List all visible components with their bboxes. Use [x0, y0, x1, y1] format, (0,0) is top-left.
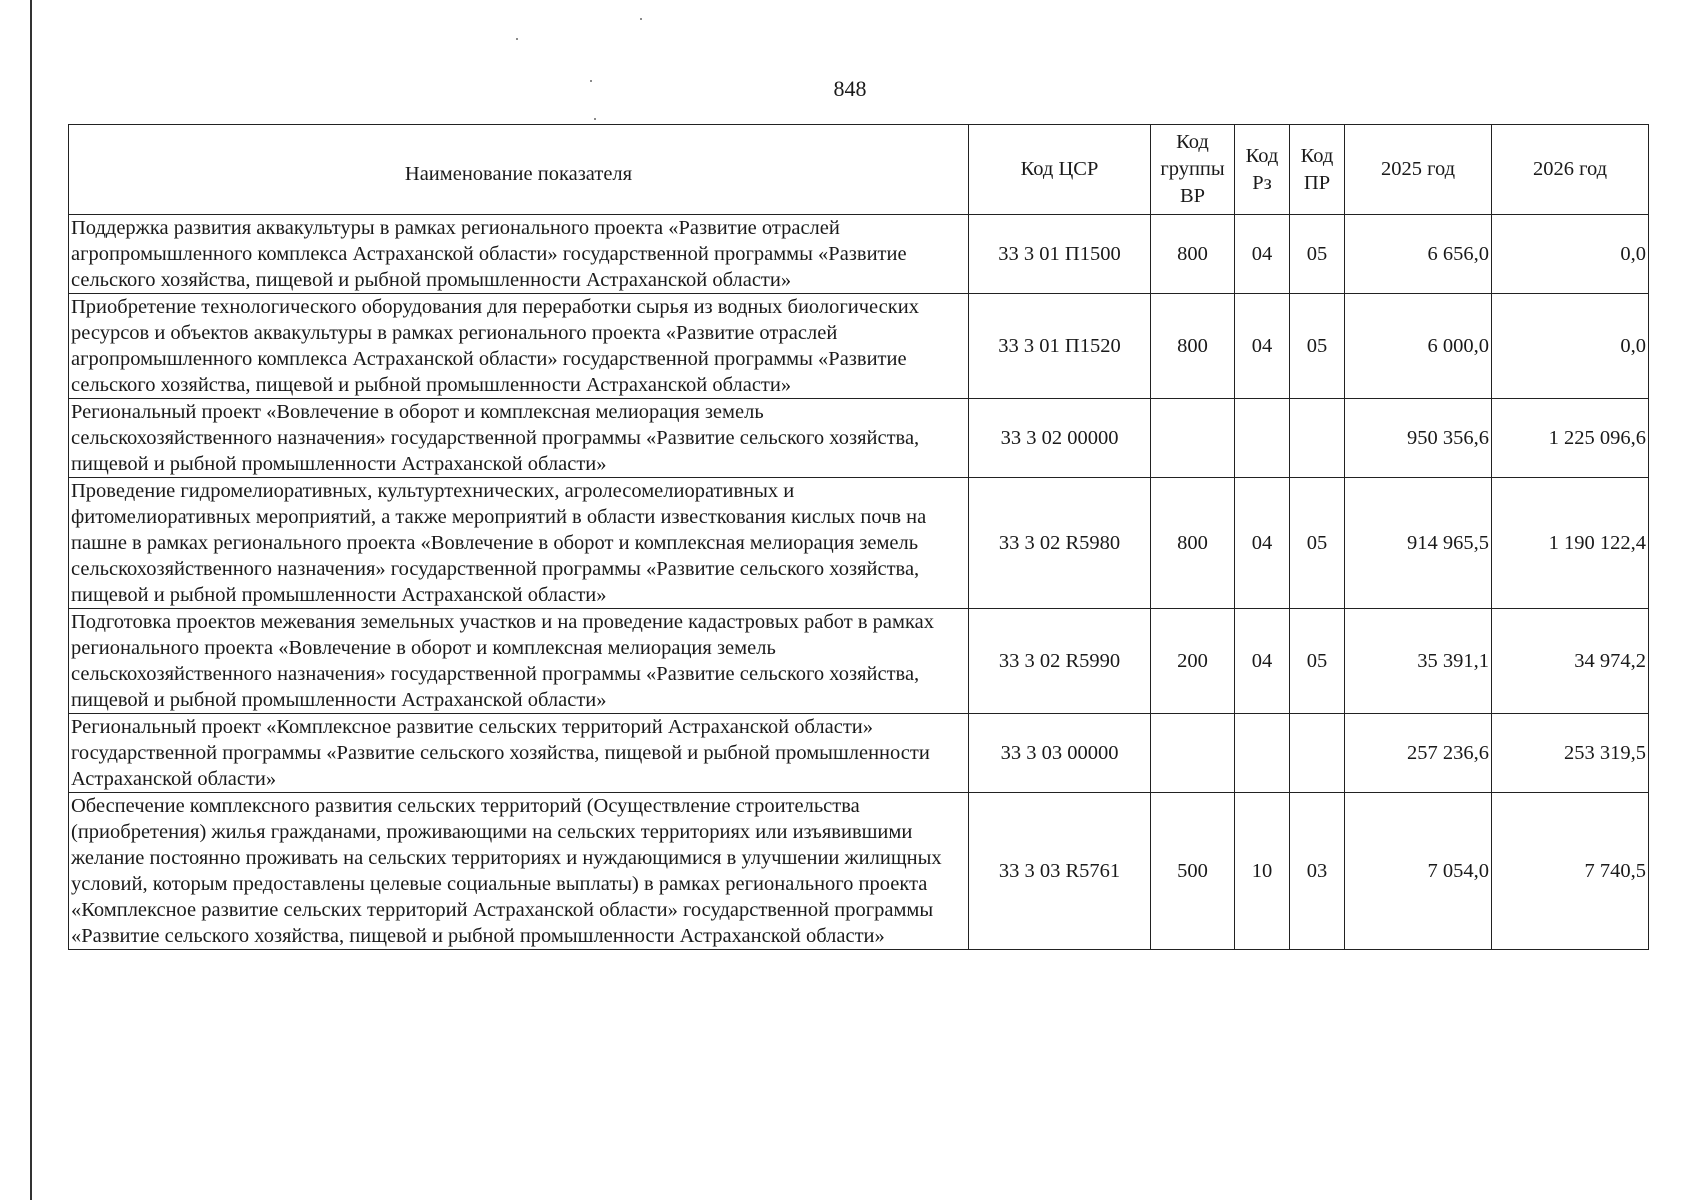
table-row — [69, 609, 1649, 714]
left-margin-rule — [30, 0, 32, 1200]
row-amount-2025: 6 656,0 — [1345, 215, 1492, 294]
row-vr-code: 500 — [1151, 793, 1235, 950]
budget-table-container — [68, 124, 1648, 950]
header-vr-code: Код группы ВР — [1151, 125, 1235, 215]
row-name: Подготовка проектов межевания земельных участков и на проведение кадастровых работ в рамках регионального проекта «Вовлечение в оборот и комплексная мелиорация земель сельскохозяйственного назначения» государственной программы «Развитие сельского хозяйства, пищевой и рыбной промышленности Астраханской области» — [69, 609, 969, 714]
row-amount-2026: 1 225 096,6 — [1492, 399, 1649, 478]
table-row — [69, 294, 1649, 399]
row-amount-2025: 7 054,0 — [1345, 793, 1492, 950]
table-row — [69, 793, 1649, 950]
scan-speck — [594, 118, 596, 120]
row-rz-code: 04 — [1235, 609, 1290, 714]
row-amount-2026: 253 319,5 — [1492, 714, 1649, 793]
row-rz-code — [1235, 714, 1290, 793]
scan-speck — [640, 18, 642, 20]
row-vr-code — [1151, 714, 1235, 793]
row-name: Поддержка развития аквакультуры в рамках регионального проекта «Развитие отраслей агропромышленного комплекса Астраханской области» государственной программы «Развитие сельского хозяйства, пищевой и рыбной промышленности Астраханской области» — [69, 215, 969, 294]
row-rz-code: 04 — [1235, 215, 1290, 294]
row-name: Приобретение технологического оборудования для переработки сырья из водных биологических ресурсов и объектов аквакультуры в рамках регионального проекта «Развитие отраслей агропромышленного комплекса Астраханской области» государственной программы «Развитие сельского хозяйства, пищевой и рыбной промышленности Астраханской области» — [69, 294, 969, 399]
row-csr-code: 33 3 01 П1520 — [969, 294, 1151, 399]
header-csr-code: Код ЦСР — [969, 125, 1151, 215]
row-pr-code — [1290, 399, 1345, 478]
row-name: Региональный проект «Комплексное развитие сельских территорий Астраханской области» государственной программы «Развитие сельского хозяйства, пищевой и рыбной промышленности Астраханской области» — [69, 714, 969, 793]
row-amount-2026: 0,0 — [1492, 294, 1649, 399]
row-pr-code: 05 — [1290, 609, 1345, 714]
header-rz-code: Код Рз — [1235, 125, 1290, 215]
row-amount-2026: 0,0 — [1492, 215, 1649, 294]
row-pr-code: 05 — [1290, 294, 1345, 399]
table-row — [69, 478, 1649, 609]
row-name: Региональный проект «Вовлечение в оборот и комплексная мелиорация земель сельскохозяйственного назначения» государственной программы «Развитие сельского хозяйства, пищевой и рыбной промышленности Астраханской области» — [69, 399, 969, 478]
header-year-2025: 2025 год — [1345, 125, 1492, 215]
table-row — [69, 714, 1649, 793]
header-year-2026: 2026 год — [1492, 125, 1649, 215]
row-csr-code: 33 3 02 R5990 — [969, 609, 1151, 714]
row-amount-2026: 1 190 122,4 — [1492, 478, 1649, 609]
row-amount-2025: 950 356,6 — [1345, 399, 1492, 478]
row-amount-2026: 34 974,2 — [1492, 609, 1649, 714]
row-vr-code: 200 — [1151, 609, 1235, 714]
row-amount-2026: 7 740,5 — [1492, 793, 1649, 950]
row-vr-code: 800 — [1151, 215, 1235, 294]
row-amount-2025: 257 236,6 — [1345, 714, 1492, 793]
table-header-row — [69, 125, 1649, 215]
row-vr-code — [1151, 399, 1235, 478]
row-rz-code — [1235, 399, 1290, 478]
row-amount-2025: 6 000,0 — [1345, 294, 1492, 399]
row-name: Проведение гидромелиоративных, культуртехнических, агролесомелиоративных и фитомелиоративных мероприятий, а также мероприятий в области известкования кислых почв на пашне в рамках регионального проекта «Вовлечение в оборот и комплексная мелиорация земель сельскохозяйственного назначения» государственной программы «Развитие сельского хозяйства, пищевой и рыбной промышленности Астраханской области» — [69, 478, 969, 609]
row-vr-code: 800 — [1151, 478, 1235, 609]
table-row — [69, 399, 1649, 478]
scan-speck — [590, 80, 592, 82]
table-row — [69, 215, 1649, 294]
row-csr-code: 33 3 01 П1500 — [969, 215, 1151, 294]
row-name: Обеспечение комплексного развития сельских территорий (Осуществление строительства (приобретения) жилья гражданами, проживающими на сельских территориях или изъявившими желание постоянно проживать на сельских территориях и нуждающимися в улучшении жилищных условий, которым предоставлены целевые социальные выплаты) в рамках регионального проекта «Комплексное развитие сельских территорий Астраханской области» государственной программы «Развитие сельского хозяйства, пищевой и рыбной промышленности Астраханской области» — [69, 793, 969, 950]
row-pr-code: 05 — [1290, 478, 1345, 609]
row-amount-2025: 35 391,1 — [1345, 609, 1492, 714]
row-pr-code — [1290, 714, 1345, 793]
row-vr-code: 800 — [1151, 294, 1235, 399]
header-name: Наименование показателя — [69, 125, 969, 215]
scan-speck — [516, 38, 518, 40]
header-pr-code: Код ПР — [1290, 125, 1345, 215]
row-csr-code: 33 3 03 00000 — [969, 714, 1151, 793]
row-rz-code: 04 — [1235, 478, 1290, 609]
page-number: 848 — [833, 76, 867, 101]
row-pr-code: 05 — [1290, 215, 1345, 294]
row-csr-code: 33 3 02 00000 — [969, 399, 1151, 478]
row-pr-code: 03 — [1290, 793, 1345, 950]
row-rz-code: 10 — [1235, 793, 1290, 950]
row-csr-code: 33 3 02 R5980 — [969, 478, 1151, 609]
budget-table — [68, 124, 1649, 950]
row-amount-2025: 914 965,5 — [1345, 478, 1492, 609]
row-rz-code: 04 — [1235, 294, 1290, 399]
row-csr-code: 33 3 03 R5761 — [969, 793, 1151, 950]
